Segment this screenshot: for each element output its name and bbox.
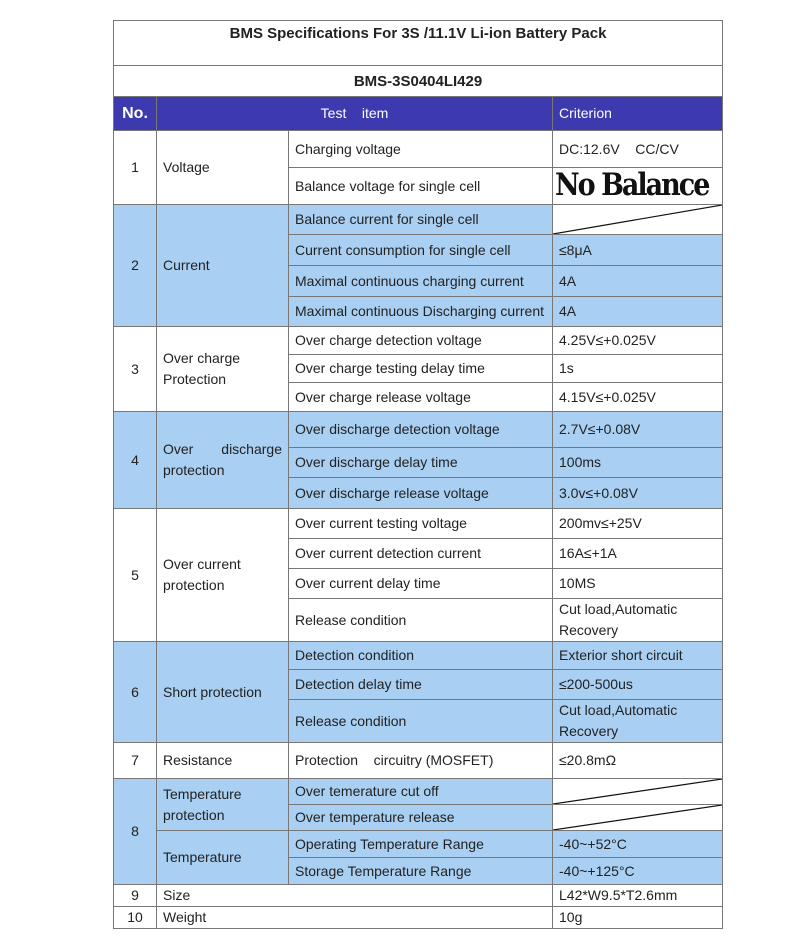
- test-item: Over discharge release voltage: [289, 478, 553, 509]
- test-item: Over charge detection voltage: [289, 327, 553, 355]
- row-category-line1: Over current: [163, 556, 241, 572]
- row-category: [157, 412, 289, 509]
- table-row: [114, 907, 723, 929]
- empty-criterion-slash: [553, 205, 723, 235]
- test-item: Over current detection current: [289, 539, 553, 569]
- row-category: Weight: [157, 907, 553, 929]
- table-row: [114, 831, 723, 858]
- table-row: [114, 642, 723, 670]
- table-row: [114, 131, 723, 168]
- row-category-line2: Protection: [163, 371, 227, 387]
- test-item: Protection circuitry (MOSFET): [289, 743, 553, 779]
- row-category: [157, 509, 289, 642]
- row-number: 10: [114, 907, 157, 929]
- header-test-item: [157, 97, 553, 131]
- row-category: Current: [157, 205, 289, 327]
- table-row: [114, 412, 723, 448]
- test-item: Over charge release voltage: [289, 383, 553, 412]
- criterion-value: 16A≤+1A: [553, 539, 723, 569]
- test-item: Over charge testing delay time: [289, 355, 553, 383]
- row-number: 3: [114, 327, 157, 412]
- empty-criterion-slash: [553, 805, 723, 831]
- criterion-value: 1s: [553, 355, 723, 383]
- criterion-value: -40~+52°C: [553, 831, 723, 858]
- test-item: Over temperature release: [289, 805, 553, 831]
- row-category-line2: protection: [163, 577, 225, 593]
- row-number: 1: [114, 131, 157, 205]
- table-row: [114, 509, 723, 539]
- test-item: Maximal continuous Discharging current: [289, 297, 553, 327]
- test-item: Over discharge delay time: [289, 448, 553, 478]
- row-category-line1: Temperature: [163, 785, 242, 802]
- test-item: Over discharge detection voltage: [289, 412, 553, 448]
- criterion-value: ≤20.8mΩ: [553, 743, 723, 779]
- criterion-value: 200mv≤+25V: [553, 509, 723, 539]
- test-item: Storage Temperature Range: [289, 858, 553, 885]
- no-balance-stamp: [553, 168, 723, 205]
- table-header: [114, 97, 723, 131]
- criterion-value: 4A: [553, 266, 723, 297]
- table-row: [114, 779, 723, 805]
- row-number: 6: [114, 642, 157, 743]
- table-row: [114, 205, 723, 235]
- test-item: Current consumption for single cell: [289, 235, 553, 266]
- criterion-value: DC:12.6V CC/CV: [553, 131, 723, 168]
- criterion-value: 4.15V≤+0.025V: [553, 383, 723, 412]
- test-item: Operating Temperature Range: [289, 831, 553, 858]
- row-category: Size: [157, 885, 553, 907]
- table-row: [114, 885, 723, 907]
- row-number: 2: [114, 205, 157, 327]
- row-category: Short protection: [157, 642, 289, 743]
- header-no: No.: [114, 97, 157, 131]
- table-row: [114, 743, 723, 779]
- row-number: 5: [114, 509, 157, 642]
- criterion-value: 100ms: [553, 448, 723, 478]
- criterion-value: Exterior short circuit: [553, 642, 723, 670]
- bms-spec-table: [113, 20, 722, 929]
- test-item: Over temerature cut off: [289, 779, 553, 805]
- document-title: BMS Specifications For 3S /11.1V Li-ion Battery Pack: [114, 21, 723, 66]
- header-criterion: Criterion: [553, 97, 723, 131]
- criterion-value: 2.7V≤+0.08V: [553, 412, 723, 448]
- row-category: [157, 327, 289, 412]
- test-item: Release condition: [289, 700, 553, 743]
- criterion-value: 4.25V≤+0.025V: [553, 327, 723, 355]
- criterion-value: ≤200-500us: [553, 670, 723, 700]
- criterion-value: 10g: [553, 907, 723, 929]
- criterion-value: 3.0v≤+0.08V: [553, 478, 723, 509]
- test-item: Release condition: [289, 599, 553, 642]
- test-item: Over current delay time: [289, 569, 553, 599]
- row-number: 8: [114, 779, 157, 885]
- test-item: Maximal continuous charging current: [289, 266, 553, 297]
- test-item: Detection delay time: [289, 670, 553, 700]
- row-category-line1: Over discharge: [163, 441, 282, 457]
- test-item: Balance current for single cell: [289, 205, 553, 235]
- table-row: [114, 327, 723, 355]
- test-item: Charging voltage: [289, 131, 553, 168]
- row-category-line2: protection: [163, 806, 225, 823]
- row-number: 9: [114, 885, 157, 907]
- test-item: Detection condition: [289, 642, 553, 670]
- criterion-value: 10MS: [553, 569, 723, 599]
- criterion-value: Cut load,Automatic Recovery: [553, 599, 723, 642]
- model-number: BMS-3S0404LI429: [114, 66, 723, 97]
- criterion-value: -40~+125°C: [553, 858, 723, 885]
- row-category-line1: Over charge: [163, 350, 241, 366]
- row-number: 4: [114, 412, 157, 509]
- empty-criterion-slash: [553, 779, 723, 805]
- no-balance-text: No Balance: [555, 167, 709, 204]
- row-category: Resistance: [157, 743, 289, 779]
- row-category-line2: protection: [163, 462, 225, 478]
- row-number: 7: [114, 743, 157, 779]
- criterion-value: L42*W9.5*T2.6mm: [553, 885, 723, 907]
- test-item: Balance voltage for single cell: [289, 168, 553, 205]
- test-item: Over current testing voltage: [289, 509, 553, 539]
- criterion-value: Cut load,Automatic Recovery: [553, 700, 723, 743]
- row-category: Voltage: [157, 131, 289, 205]
- row-category: Temperature: [157, 831, 289, 885]
- row-category: [157, 779, 289, 831]
- criterion-value: ≤8μA: [553, 235, 723, 266]
- header-test-item-label: Test item: [320, 105, 389, 121]
- criterion-value: 4A: [553, 297, 723, 327]
